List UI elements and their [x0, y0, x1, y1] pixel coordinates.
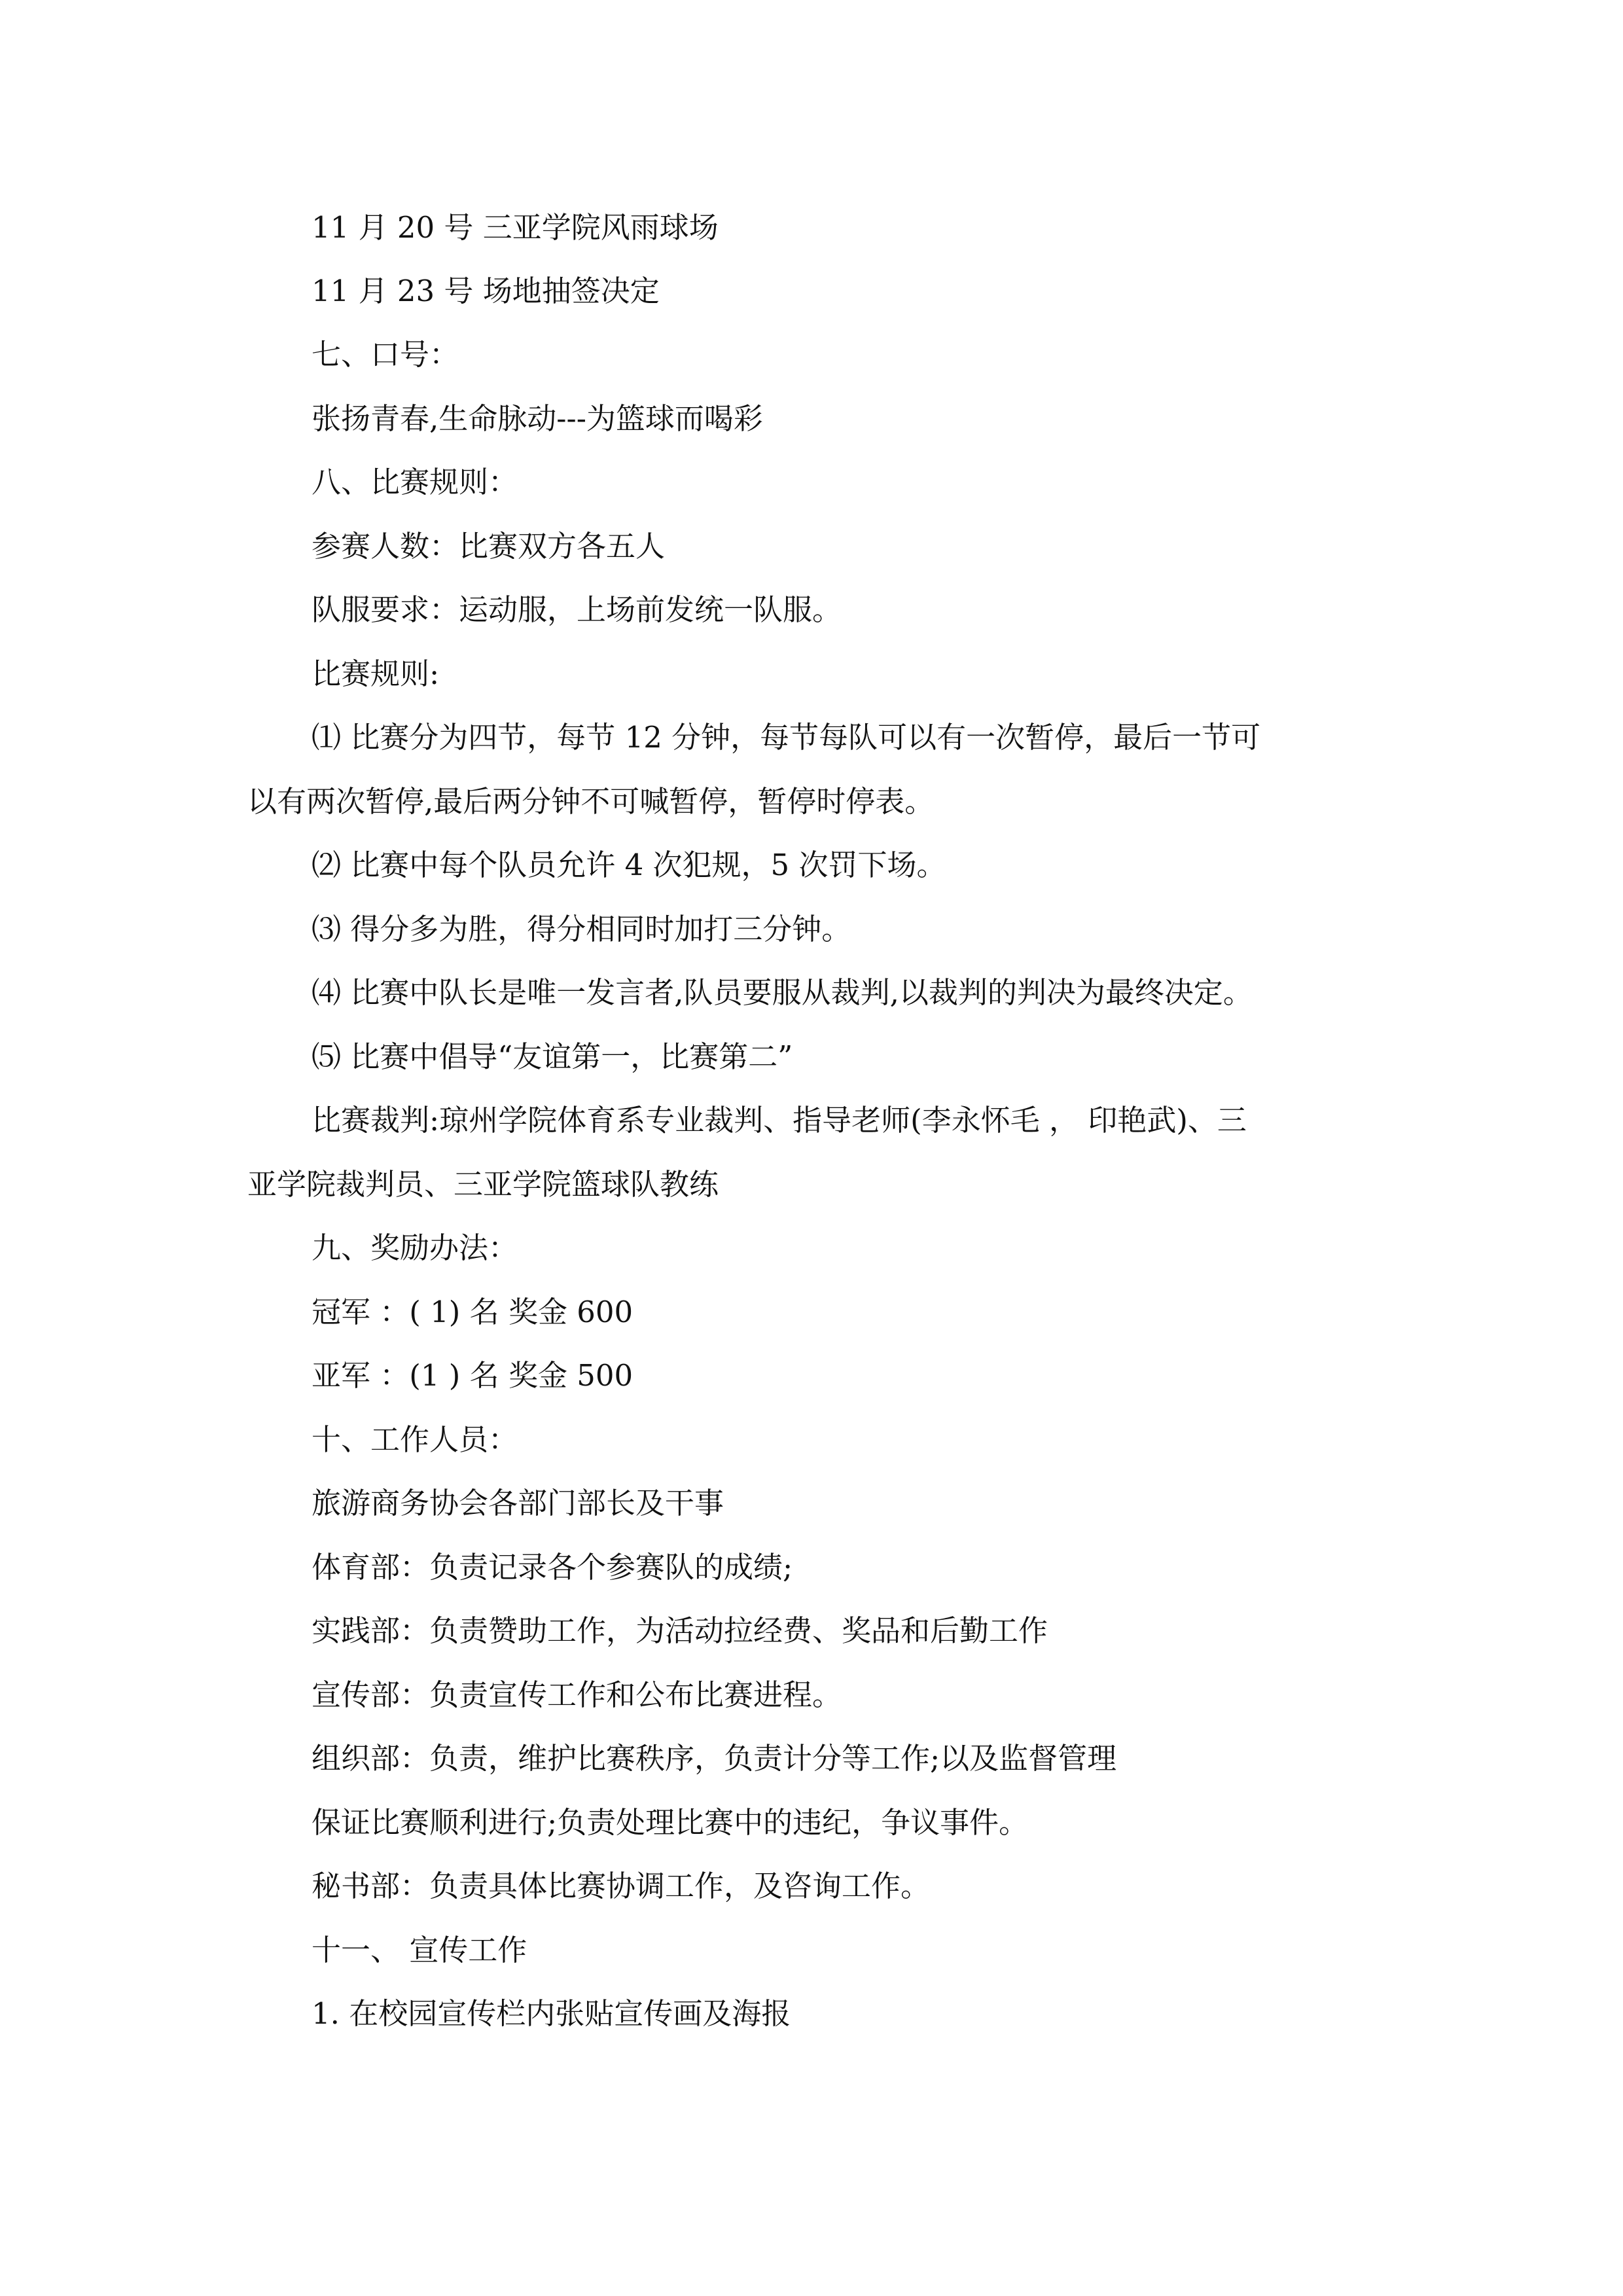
text-line: 11 月 23 号 场地抽签决定	[312, 274, 660, 308]
rule-item-continuation: 以有两次暂停,最后两分钟不可喊暂停，暂停时停表。	[247, 784, 935, 819]
section-heading: 十、工作人员：	[312, 1422, 518, 1457]
text-line: 参赛人数：比赛双方各五人	[312, 529, 666, 564]
text-line: 队服要求：运动服，上场前发统一队服。	[312, 592, 842, 627]
section-heading: 八、比赛规则：	[312, 465, 518, 499]
text-line: 亚军 ：(1 ) 名 奖金 500	[312, 1358, 633, 1393]
section-heading: 十一、 宣传工作	[312, 1933, 527, 1967]
text-line: 冠军 ：( 1) 名 奖金 600	[312, 1295, 633, 1329]
text-line: 比赛规则:	[312, 656, 440, 691]
text-line-continuation: 亚学院裁判员、三亚学院篮球队教练	[247, 1167, 719, 1202]
text-line: 体育部：负责记录各个参赛队的成绩;	[312, 1550, 793, 1585]
text-line: 11 月 20 号 三亚学院风雨球场	[312, 210, 719, 245]
text-line: 秘书部：负责具体比赛协调工作，及咨询工作。	[312, 1869, 931, 1903]
section-heading: 七、口号：	[312, 337, 459, 372]
text-line: 保证比赛顺利进行;负责处理比赛中的违纪，争议事件。	[312, 1805, 1029, 1840]
rule-item: ⑴ 比赛分为四节，每节 12 分钟，每节每队可以有一次暂停，最后一节可	[312, 720, 1261, 755]
text-line: 1. 在校园宣传栏内张贴宣传画及海报	[312, 1996, 791, 2031]
rule-item: ⑶ 得分多为胜，得分相同时加打三分钟。	[312, 912, 851, 946]
text-line: 宣传部：负责宣传工作和公布比赛进程。	[312, 1677, 842, 1712]
section-heading: 九、奖励办法：	[312, 1230, 518, 1265]
text-line: 实践部：负责赞助工作，为活动拉经费、奖品和后勤工作	[312, 1613, 1048, 1648]
text-line: 张扬青春,生命脉动---为篮球而喝彩	[312, 401, 763, 436]
rule-item: ⑷ 比赛中队长是唯一发言者,队员要服从裁判,以裁判的判决为最终决定。	[312, 975, 1253, 1010]
rule-item: ⑵ 比赛中每个队员允许 4 次犯规，5 次罚下场。	[312, 848, 946, 882]
text-line: 比赛裁判:琼州学院体育系专业裁判、指导老师(李永怀毛 ， 印艳武)、三	[312, 1103, 1247, 1138]
text-line: 旅游商务协会各部门部长及干事	[312, 1486, 724, 1520]
rule-item: ⑸ 比赛中倡导“友谊第一，比赛第二”	[312, 1039, 793, 1074]
text-line: 组织部：负责，维护比赛秩序，负责计分等工作;以及监督管理	[312, 1741, 1117, 1776]
